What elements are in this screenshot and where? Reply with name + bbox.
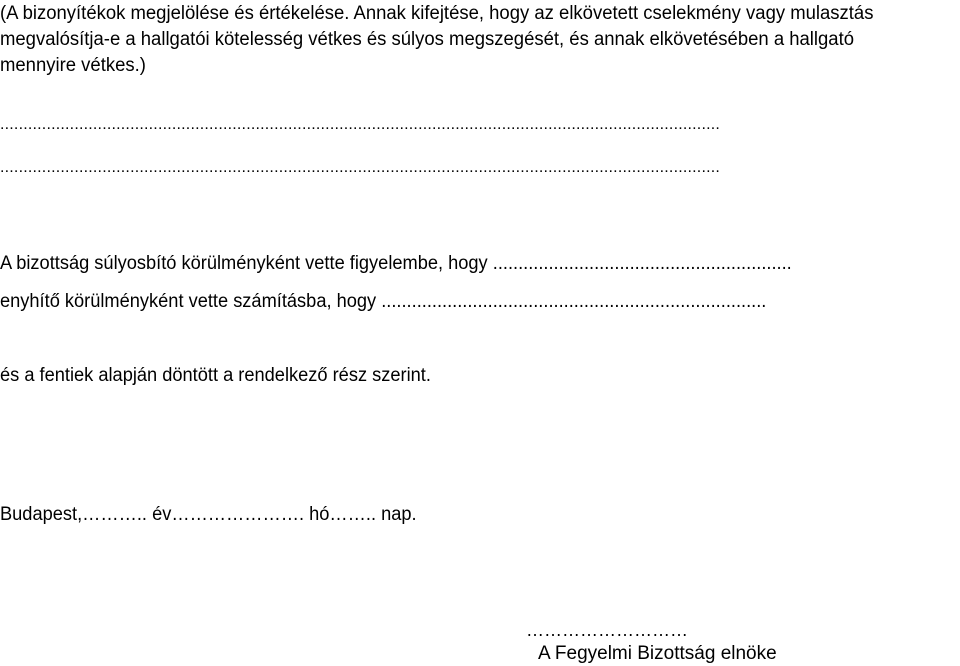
intro-line-2: megvalósítja-e a hallgatói kötelesség vétkes és súlyos megszegését, és annak elkövetésében a hallgató — [0, 29, 855, 50]
blank-dotted-line-2: ........................................................................................................................................................... — [0, 159, 721, 176]
aggravating-circumstances-line: A bizottság súlyosbító körülményként vette figyelembe, hogy ........................................................... — [0, 253, 792, 274]
signature-dotted-line: ……………………… — [526, 620, 688, 640]
mitigating-circumstances-line: enyhítő körülményként vette számításba, hogy ............................................................................ — [0, 291, 767, 312]
blank-dotted-line-1: ........................................................................................................................................................... — [0, 116, 721, 133]
signature-title: A Fegyelmi Bizottság elnöke — [538, 643, 777, 664]
intro-line-1: (A bizonyítékok megjelölése és értékelése. Annak kifejtése, hogy az elkövetett cselekmény vagy mulasztás — [0, 3, 874, 24]
decision-statement: és a fentiek alapján döntött a rendelkező rész szerint. — [0, 365, 431, 386]
intro-line-3: mennyire vétkes.) — [0, 55, 146, 76]
date-line: Budapest,……….. év…………………. hó…….. nap. — [0, 504, 417, 525]
